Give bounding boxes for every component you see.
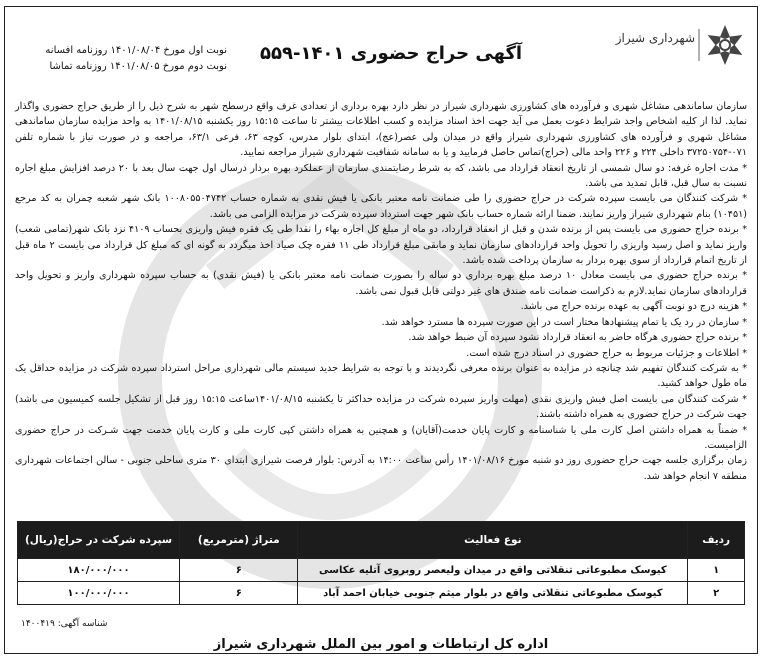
row-deposit: ۱۰۰/۰۰۰/۰۰۰ bbox=[18, 582, 180, 605]
logo-text: شهرداری شیراز bbox=[615, 31, 695, 45]
ad-title: آگهی حراج حضوری ۱۴۰۱-۵۵۹ bbox=[260, 43, 523, 64]
condition-lease-term: * مدت اجاره غرفه: دو سال شمسی از تاریخ انعقاد قرارداد می باشد، که به شرط رضایتمندی سازمان از عملکرد بهره بردار درسال اول جهت سال بعد با ۲۰ درصد افزایش مبلغ اجاره نسبت به سال قبل، قابل تمدید می باشد. bbox=[15, 162, 747, 190]
row-number: ۲ bbox=[688, 582, 745, 605]
condition-deposit: * شرکت کنندگان می بایست سپرده شرکت در حراج حضوری را طی ضمانت نامه معتبر بانکی یا فیش نقدی به شماره حساب ۱۰۰۸۰۵۵۰۴۷۴۲ بانک شهر شعبه چمران به کد مرجع (۱۰۴۵۱) بنام شهرداری شیراز واریز نمایند. ضمنا ارائه شماره حساب بانک شهر جهت استرداد سپرده شرکت در مزایده الزامی می باشد. bbox=[15, 193, 747, 220]
session-time: زمان برگزاری جلسه جهت حراج حضوری روز دو شنبه مورخ ۱۴۰۱/۰۸/۱۶ رأس ساعت ۱۴:۰۰ به آدرس: بلوار فرصت شیرازی ابتدای ۳۰ متری ساحلی جنوبی - سالن اجتماعات شهرداری منطقه ۷ انجام خواهد شد. bbox=[15, 455, 747, 482]
first-publication-date: نوبت اول مورخ ۱۴۰۱/۰۸/۰۴ روزنامه افسانه bbox=[45, 45, 227, 56]
advertisement-frame bbox=[4, 6, 758, 654]
row-area: ۶ bbox=[180, 559, 298, 582]
intro-paragraph: سازمان ساماندهی مشاغل شهری و فرآورده های کشاورزی شهرداری شیراز در نظر دارد بهره برداری از تعدادی غرف واقع درسطح شهر به شرح ذیل را از طریق حراج حضوری واگذار نماید. لذا از کلیه اشخاص واجد شرایط دعوت بعمل می آید جهت اخذ اسناد مزایده و کسب اطلاعات بیشتر تا ساعت ۱۵:۱۵ روز یکشنبه ۱۴۰۱/۰۸/۱۵ به واحد مزایده سازمان ساماندهی مشاغل شهری و فرآورده های کشاورزی شهرداری شیراز واقع در میدان ولی عصر(عج)، ابتدای بلوار مدرس، کوچه ۶۳، فرعی ۶۳/۱، مراجعه و در صورت نیاز با شماره تلفن ۰۷۱-۳۷۲۵۰۷۵۴ داخلی ۲۲۴ و ۲۲۶ واحد مالی (حراج)تماس حاصل فرمایید و یا به سامانه شفافیت شهرداری شیراز مراجعه نمایید. bbox=[15, 101, 748, 159]
header-area: متراژ (مترمربع) bbox=[180, 522, 298, 559]
row-deposit: ۱۸۰/۰۰۰/۰۰۰ bbox=[18, 559, 180, 582]
condition-receipt: * شرکت کنندگان می بایست اصل فیش واریزی نقدی (مهلت واریز سپرده شرکت در مزایده حداکثر تا یکشنبه ۱۴۰۱/۰۸/۱۵ساعت ۱۵:۱۵ روز قبل از تشکیل جلسه کمیسیون می باشد) جهت شرکت در حراج حضوری به همراه داشته باشند. bbox=[15, 393, 747, 421]
condition-payment: * برنده حراج حضوری می بایست پس از برنده شدن و قبل از انعقاد قرارداد، دو ماه از مبلغ کل اجاره بهاء را نقدا طی یک فقره فیش واریزی بحساب ۴۱۰۹ نزد بانک شهر(تمامی شعب) واریز نماید و اصل رسید واریزی را تحویل واحد قراردادهای سازمان نماید و مابقی مبلغ قرارداد طی ۱۱ فقره چک صیاد اخذ میگردد به گونه ای که مبلغ کل قرارداد می بایست ۲ ماه قبل از تاریخ اتمام قرارداد از سوی بهره بردار به سازمان پرداخت شده باشد. bbox=[15, 224, 747, 267]
header-row-no: ردیف bbox=[688, 522, 745, 559]
condition-details: * اطلاعات و جزئیات مربوط به حراج حضوری در اسناد درج شده است. bbox=[466, 347, 747, 359]
row-activity: کیوسک مطبوعاتی تنقلاتی واقع در میدان ولیعصر روبروی آتلیه عکاسی bbox=[298, 559, 688, 582]
table-header-row bbox=[18, 522, 745, 559]
shiraz-municipality-logo bbox=[609, 21, 747, 69]
header-deposit: سپرده شرکت در حراج(ریال) bbox=[18, 522, 180, 559]
condition-rejection: * سازمان در رد یک یا تمام پیشنهادها مختار است در این صورت سپرده ها مسترد خواهد شد. bbox=[381, 316, 747, 328]
ad-body bbox=[15, 99, 747, 484]
row-activity: کیوسک مطبوعاتی تنقلاتی واقع در بلوار میثم جنوبی خیابان احمد آباد bbox=[298, 582, 688, 605]
activities-table bbox=[17, 521, 745, 605]
condition-forfeit: * برنده حراج حضوری هرگاه حاضر به انعقاد قرارداد نشود سپرده آن ضبط خواهد شد. bbox=[408, 332, 747, 344]
header-activity: نوع فعالیت bbox=[298, 522, 688, 559]
condition-refund: * به شرکت کنندگان تفهیم شد چنانچه در مزایده به عنوان برنده معرفی نگردیدند و با توجه به شرایط جدید سیستم مالی شهرداری مراحل استرداد سپرده شرکت در مزایده حداقل یک ماه طول خواهد کشید. bbox=[15, 362, 747, 390]
ad-id: شناسه آگهی: ۱۴۰۰۴۱۹ bbox=[21, 619, 108, 629]
publication-dates bbox=[37, 43, 227, 75]
table-row bbox=[18, 582, 745, 605]
row-area: ۶ bbox=[180, 582, 298, 605]
condition-documents: * ضمناً به همراه داشتن اصل کارت ملی یا شناسنامه و کارت پایان خدمت(آقایان) و همچنین به همراه داشتن کپی کارت ملی و کارت پایان خدمت جهت شـرکت در حراج حضوری الزامیست. bbox=[15, 424, 747, 451]
condition-ad-cost: * هزینه درج دو نوبت آگهی به عهده برنده حراج می باشد. bbox=[520, 301, 747, 313]
footer-signature: اداره کل ارتباطات و امور بین الملل شهرداری شیراز bbox=[213, 637, 549, 652]
ad-header bbox=[5, 7, 757, 79]
table-row bbox=[18, 559, 745, 582]
second-publication-date: نوبت دوم مورخ ۱۴۰۱/۰۸/۰۵ روزنامه تماشا bbox=[49, 61, 227, 72]
row-number: ۱ bbox=[688, 559, 745, 582]
condition-guarantee: * برنده حراج حضوری می بایست معادل ۱۰ درصد مبلغ بهره برداری دو ساله را بصورت ضمانت نامه معتبر بانکی یا (فیش نقدی) به حساب سپرده شهرداری واریز و تحویل واحد قراردادهای سازمان نماید.لازم به ذکراست ضمانت نامه صندق های غیر دولتی قابل قبول نمی باشد. bbox=[15, 270, 747, 297]
